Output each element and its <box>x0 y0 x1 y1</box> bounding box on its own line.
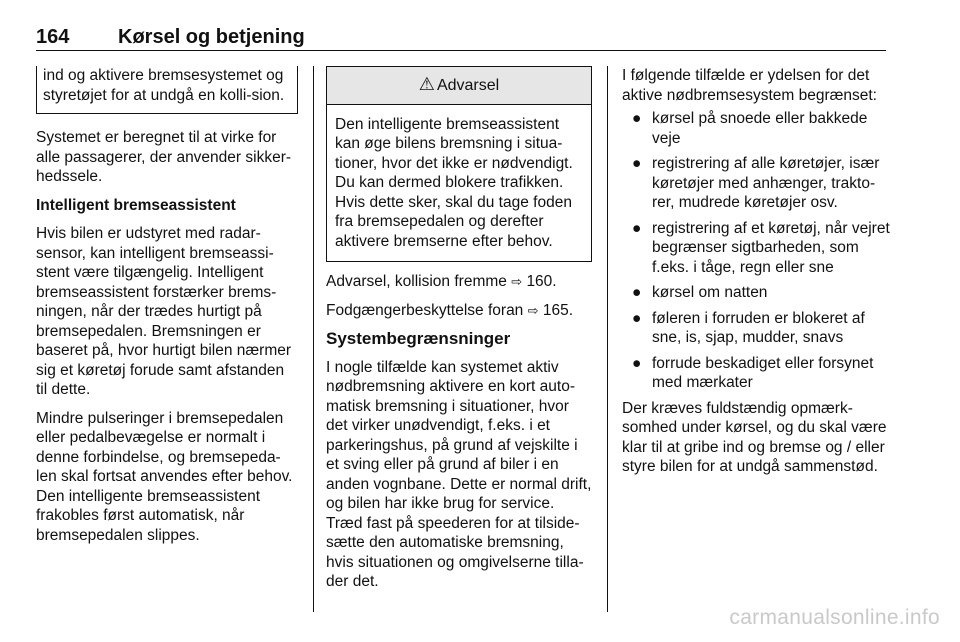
page-number: 164 <box>36 26 70 48</box>
bullet-icon: ● <box>632 155 642 172</box>
column-middle <box>326 66 592 601</box>
warning-body <box>327 105 591 262</box>
list-item <box>622 109 890 148</box>
paragraph: Systemet er beregnet til at virke for alle passagerer, der anvender sikker-hedssele. <box>36 129 292 185</box>
cross-reference <box>326 272 592 292</box>
column-right <box>622 66 890 486</box>
list-item <box>622 283 890 303</box>
bullet-icon: ● <box>632 219 642 237</box>
column-left <box>36 66 298 554</box>
warning-title: Advarsel <box>436 77 500 94</box>
column-divider-1 <box>313 66 314 612</box>
bullet-icon: ● <box>632 110 642 127</box>
bullet-icon: ● <box>632 309 642 327</box>
cross-reference-text: Fodgængerbeskyttelse foran <box>326 301 524 319</box>
column-divider-2 <box>607 66 608 612</box>
list-item <box>622 154 890 213</box>
paragraph: Der kræves fuldstændig opmærk-somhed under kørsel, og du skal være klar til at gribe ind og bremse og / eller styre bilen for at undgå sammenstød. <box>622 399 887 475</box>
paragraph: Mindre pulseringer i bremsepedalen eller pedalbevægelse er normalt i denne forbindelse, og bremsepeda-len skal fortsat anvendes efter behov. Den intelligente bremseassistent frakobles først automatisk, når bremsepedalen slippes. <box>36 409 293 544</box>
bullet-icon: ● <box>632 284 642 301</box>
list-item <box>622 309 890 348</box>
paragraph: Hvis bilen er udstyret med radar-sensor, kan intelligent bremseassi-stent være tilgængelig. Intelligent bremseassistent forstærker brems-ningen, når der trædes hurtigt på bremsepedalen. Bremsningen er baseret på, hvor hurtigt bilen nærmer sig et køretøj forude samt afstanden til dette. <box>36 225 292 398</box>
cross-reference-page: 160. <box>526 273 557 290</box>
cross-reference <box>326 301 592 321</box>
header-rule <box>36 50 886 51</box>
list-item-text: registrering af et køretøj, når vejret begrænser sigtbarheden, som f.eks. i tåge, regn eller sne <box>652 219 890 276</box>
page-header <box>36 26 886 50</box>
list-item <box>622 354 890 393</box>
section-title: Systembegrænsninger <box>326 329 511 348</box>
subheading: Intelligent bremseassistent <box>36 196 236 214</box>
list-item-text: forrude beskadiget eller forsynet med mærkater <box>652 354 874 391</box>
bullet-list <box>622 109 890 393</box>
list-item-text: kørsel om natten <box>652 284 768 301</box>
watermark: carmanualsonline.info <box>729 606 940 629</box>
paragraph: I følgende tilfælde er ydelsen for det aktive nødbremsesystem begrænset: <box>622 67 877 104</box>
cross-reference-text: Advarsel, kollision fremme <box>326 273 507 290</box>
list-item-text: kørsel på snoede eller bakkede veje <box>652 110 868 147</box>
list-item <box>622 219 890 278</box>
warning-box <box>326 66 592 262</box>
chapter-title: Kørsel og betjening <box>118 26 305 48</box>
list-item-text: registrering af alle køretøjer, især køretøjer med anhænger, trakto-rer, mudrede køretøjer osv. <box>652 155 880 211</box>
warning-text: Den intelligente bremseassistent kan øge bilens bremsning i situa-tioner, hvor det ikke er nødvendigt. Du kan dermed blokere trafikken. Hvis dette sker, skal du tage foden fra bremsepedalen og derefter aktivere bremserne efter behov. <box>335 115 573 250</box>
list-item-text: føleren i forruden er blokeret af sne, is, sjap, mudder, snavs <box>652 309 865 346</box>
arrow-right-icon: ⇨ <box>511 274 523 289</box>
continued-warning-frame <box>36 66 298 114</box>
warning-icon: ⚠ <box>418 74 435 94</box>
arrow-right-icon: ⇨ <box>527 302 539 318</box>
paragraph: I nogle tilfælde kan systemet aktiv nødbremsning aktivere en kort auto-matisk bremsning i situationer, hvor det virker unødvendigt, f.eks. i et parkeringshus, på grund af vejskilte i et sving eller på grund af biler i en anden vognbane. Dette er normal drift, og bilen har ikke brug for service. Træd fast på speederen for at tilside-sætte den automatiske bremsning, hvis situationen og omgivelserne tilla-der det. <box>326 358 592 590</box>
bullet-icon: ● <box>632 354 642 372</box>
frame-text: ind og aktivere bremsesystemet og styretøjet for at undgå en kolli-sion. <box>43 67 285 104</box>
warning-header <box>327 67 591 105</box>
cross-reference-page: 165. <box>542 301 574 319</box>
